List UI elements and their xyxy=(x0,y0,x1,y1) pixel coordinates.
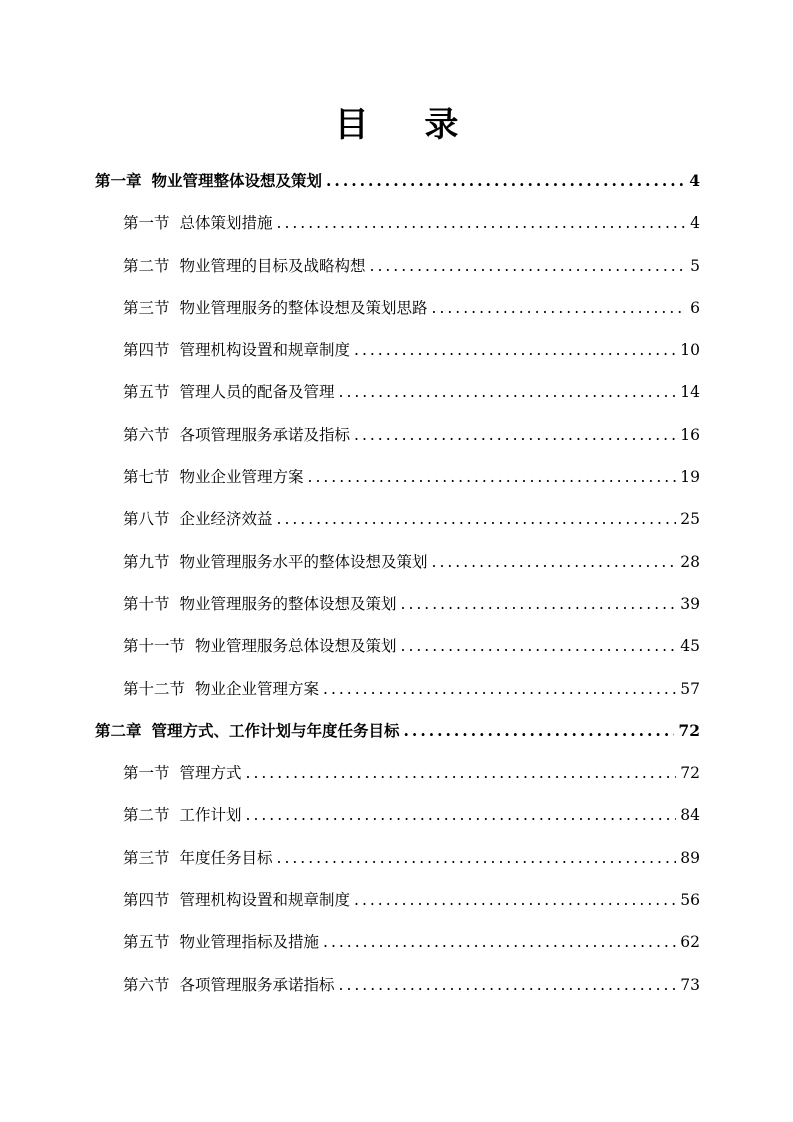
toc-section-entry[interactable] xyxy=(95,879,700,921)
toc-entry-title: 各项管理服务承诺及指标 xyxy=(179,425,351,444)
toc-entry-number: 第十二节 xyxy=(123,679,186,698)
toc-entry-number: 第四节 xyxy=(123,891,170,910)
toc-entry-title: 物业企业管理方案 xyxy=(195,679,320,698)
toc-chapter-entry[interactable] xyxy=(95,710,700,752)
toc-page-number: 57 xyxy=(680,679,700,698)
toc-leader-dots xyxy=(401,625,677,667)
toc-entry-title: 管理方式、工作计划与年度任务目标 xyxy=(151,720,400,740)
toc-entry-number: 第五节 xyxy=(123,383,170,402)
toc-page-number: 62 xyxy=(680,933,700,952)
toc-entry-number: 第七节 xyxy=(123,468,170,487)
toc-entry-title: 年度任务目标 xyxy=(179,848,273,867)
toc-section-entry[interactable] xyxy=(95,668,700,710)
toc-entry-title: 工作计划 xyxy=(179,806,242,825)
toc-section-entry[interactable] xyxy=(95,498,700,540)
toc-section-entry[interactable] xyxy=(95,371,700,413)
toc-page-number: 39 xyxy=(680,594,700,613)
toc-leader-dots xyxy=(370,245,686,287)
toc-page-number: 4 xyxy=(690,214,700,233)
toc-entry-number: 第二节 xyxy=(123,806,170,825)
toc-section-entry[interactable] xyxy=(95,541,700,583)
toc-section-entry[interactable] xyxy=(95,583,700,625)
page-title: 目 录 xyxy=(334,105,481,145)
toc-entry-number: 第九节 xyxy=(123,552,170,571)
toc-entry-title: 各项管理服务承诺指标 xyxy=(179,975,335,994)
toc-entry-title: 管理人员的配备及管理 xyxy=(179,383,335,402)
toc-section-entry[interactable] xyxy=(95,752,700,794)
toc-entry-title: 总体策划措施 xyxy=(179,214,273,233)
toc-entry-title: 物业管理服务的整体设想及策划思路 xyxy=(179,298,428,317)
toc-section-entry[interactable] xyxy=(95,964,700,1006)
toc-section-entry[interactable] xyxy=(95,245,700,287)
toc-entry-number: 第六节 xyxy=(123,975,170,994)
toc-leader-dots xyxy=(246,752,677,794)
toc-entry-number: 第一章 xyxy=(95,171,142,190)
toc-entry-number: 第十一节 xyxy=(123,637,186,656)
toc-leader-dots xyxy=(432,541,677,583)
toc-section-entry[interactable] xyxy=(95,794,700,836)
toc-leader-dots xyxy=(432,287,686,329)
toc-chapter-entry[interactable] xyxy=(95,160,700,202)
toc-leader-dots xyxy=(401,583,677,625)
toc-entry-title: 物业管理指标及措施 xyxy=(179,933,320,952)
toc-page-number: 10 xyxy=(680,341,700,360)
toc-page-number: 4 xyxy=(689,171,700,190)
toc-entry-title: 管理方式 xyxy=(179,764,242,783)
toc-leader-dots xyxy=(323,668,676,710)
toc-page-number: 28 xyxy=(680,552,700,571)
toc-page-number: 72 xyxy=(678,720,700,740)
toc-leader-dots xyxy=(277,837,677,879)
toc-leader-dots xyxy=(308,456,677,498)
toc-leader-dots xyxy=(354,879,676,921)
toc-leader-dots xyxy=(404,710,675,752)
toc-entry-number: 第三节 xyxy=(123,298,170,317)
toc-entry-title: 管理机构设置和规章制度 xyxy=(179,341,351,360)
toc-leader-dots xyxy=(354,329,676,371)
toc-section-entry[interactable] xyxy=(95,202,700,244)
toc-entry-number: 第二节 xyxy=(123,256,170,275)
toc-leader-dots xyxy=(277,202,686,244)
toc-page-number: 73 xyxy=(680,975,700,994)
toc-section-entry[interactable] xyxy=(95,921,700,963)
toc-page-number: 25 xyxy=(680,510,700,529)
toc-leader-dots xyxy=(326,160,685,202)
toc-entry-title: 物业管理服务总体设想及策划 xyxy=(195,637,397,656)
toc-leader-dots xyxy=(277,498,677,540)
toc-entry-number: 第十节 xyxy=(123,594,170,613)
toc-entry-number: 第一节 xyxy=(123,764,170,783)
toc-leader-dots xyxy=(323,921,676,963)
toc-page-number: 14 xyxy=(680,383,700,402)
table-of-contents xyxy=(95,160,700,1006)
toc-entry-title: 物业管理整体设想及策划 xyxy=(151,171,323,190)
toc-entry-number: 第八节 xyxy=(123,510,170,529)
toc-entry-number: 第五节 xyxy=(123,933,170,952)
toc-section-entry[interactable] xyxy=(95,287,700,329)
toc-leader-dots xyxy=(339,964,677,1006)
toc-entry-title: 物业管理服务水平的整体设想及策划 xyxy=(179,552,428,571)
toc-page-number: 56 xyxy=(680,891,700,910)
toc-leader-dots xyxy=(354,414,676,456)
toc-entry-title: 物业管理的目标及战略构想 xyxy=(179,256,366,275)
toc-entry-number: 第一节 xyxy=(123,214,170,233)
toc-page-number: 89 xyxy=(680,848,700,867)
toc-section-entry[interactable] xyxy=(95,625,700,667)
toc-section-entry[interactable] xyxy=(95,837,700,879)
toc-page-number: 5 xyxy=(690,256,700,275)
toc-entry-number: 第二章 xyxy=(95,720,142,740)
toc-entry-number: 第六节 xyxy=(123,425,170,444)
toc-page-number: 6 xyxy=(690,298,700,317)
toc-section-entry[interactable] xyxy=(95,329,700,371)
toc-entry-title: 物业企业管理方案 xyxy=(179,468,304,487)
toc-page-number: 84 xyxy=(680,806,700,825)
toc-entry-title: 物业管理服务的整体设想及策划 xyxy=(179,594,397,613)
toc-leader-dots xyxy=(339,371,677,413)
toc-section-entry[interactable] xyxy=(95,414,700,456)
toc-entry-title: 管理机构设置和规章制度 xyxy=(179,891,351,910)
toc-section-entry[interactable] xyxy=(95,456,700,498)
toc-page-number: 45 xyxy=(680,637,700,656)
toc-page-number: 72 xyxy=(680,764,700,783)
toc-leader-dots xyxy=(246,794,677,836)
toc-entry-number: 第四节 xyxy=(123,341,170,360)
toc-page-number: 19 xyxy=(680,468,700,487)
toc-entry-number: 第三节 xyxy=(123,848,170,867)
toc-entry-title: 企业经济效益 xyxy=(179,510,273,529)
toc-page-number: 16 xyxy=(680,425,700,444)
